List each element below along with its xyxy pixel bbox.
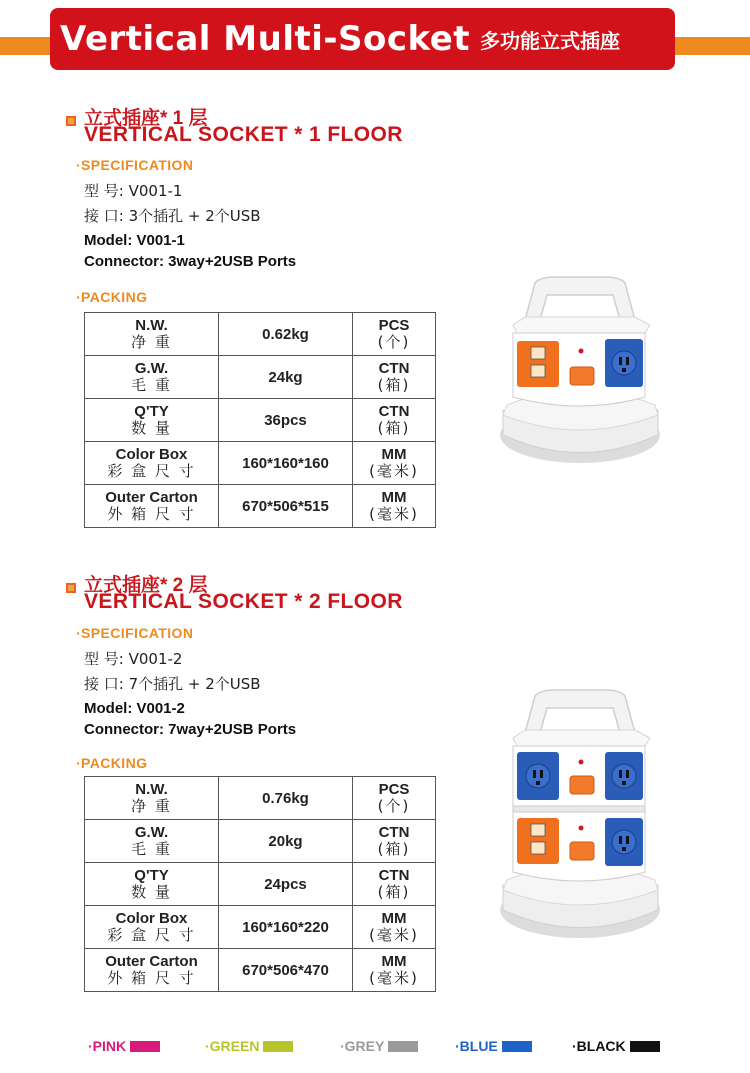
row-unit-en: MM [381,489,407,506]
section-title-en: VERTICAL SOCKET * 1 FLOOR [84,123,403,146]
color-label: ·GREY [340,1038,385,1054]
row-label-en: G.W. [134,360,169,377]
packing-table [84,776,436,992]
row-label-zh: 毛 重 [131,840,172,858]
section-title-zh: 立式插座* 2 层 [84,575,208,596]
row-label-zh: 彩 盒 尺 寸 [107,926,196,944]
row-value: 0.62kg [219,313,353,356]
model-zh: 型 号: V001-1 [84,182,183,200]
bullet-square-icon [66,583,76,593]
row-unit-en: PCS [378,317,410,334]
row-unit-zh: (箱) [377,376,411,394]
row-unit-zh: (个) [377,333,411,351]
table-row [85,356,436,399]
table-row [85,863,436,906]
row-label-zh: 数 量 [131,883,172,901]
row-unit-zh: (毫米) [369,462,419,480]
color-label: ·BLUE [455,1038,498,1054]
row-unit-zh: (箱) [377,840,411,858]
row-unit-zh: (毫米) [369,969,419,987]
connector-en: Connector: 3way+2USB Ports [84,253,297,270]
row-value: 24pcs [219,863,353,906]
row-unit-en: CTN [378,403,410,420]
row-value: 160*160*220 [219,906,353,949]
color-options [0,1038,750,1062]
packing-table [84,312,436,528]
section-title-en: VERTICAL SOCKET * 2 FLOOR [84,590,403,613]
connector-en: Connector: 7way+2USB Ports [84,721,297,738]
color-swatch [630,1041,660,1052]
row-unit-zh: (毫米) [369,926,419,944]
row-unit-en: CTN [378,824,410,841]
row-label-en: N.W. [135,317,168,334]
table-row [85,949,436,992]
socket-2-floor-image [495,688,670,943]
color-option-black [572,1038,660,1054]
row-value: 670*506*515 [219,485,353,528]
row-value: 36pcs [219,399,353,442]
row-unit-en: CTN [378,867,410,884]
row-label-zh: 数 量 [131,419,172,437]
row-label-zh: 净 重 [131,333,172,351]
row-label-en: N.W. [135,781,168,798]
color-swatch [502,1041,532,1052]
row-label-zh: 外 箱 尺 寸 [107,505,196,523]
connector-zh: 接 口: 7个插孔 + 2个USB [84,675,261,693]
table-row [85,906,436,949]
packing-label: ·PACKING [76,289,148,305]
color-label: ·PINK [88,1038,127,1054]
row-unit-zh: (毫米) [369,505,419,523]
row-label-zh: 彩 盒 尺 寸 [107,462,196,480]
table-row [85,442,436,485]
model-en: Model: V001-2 [84,700,185,717]
bullet-square-icon [66,116,76,126]
model-en: Model: V001-1 [84,232,185,249]
row-unit-en: MM [381,953,407,970]
row-label-en: Outer Carton [105,953,198,970]
connector-zh: 接 口: 3个插孔 + 2个USB [84,207,261,225]
row-label-en: Q'TY [134,403,169,420]
table-row [85,777,436,820]
color-swatch [263,1041,293,1052]
header-title-zh: 多功能立式插座 [480,28,620,53]
row-label-zh: 净 重 [131,797,172,815]
spec-label: ·SPECIFICATION [76,625,194,641]
row-unit-zh: (箱) [377,883,411,901]
spec-label: ·SPECIFICATION [76,157,194,173]
row-value: 20kg [219,820,353,863]
row-label-zh: 外 箱 尺 寸 [107,969,196,987]
socket-1-floor-image [495,275,670,470]
table-row [85,820,436,863]
color-option-blue [455,1038,532,1054]
row-value: 24kg [219,356,353,399]
row-unit-en: MM [381,446,407,463]
model-zh: 型 号: V001-2 [84,650,183,668]
color-label: ·GREEN [205,1038,260,1054]
row-unit-zh: (箱) [377,419,411,437]
color-option-green [205,1038,293,1054]
row-unit-en: MM [381,910,407,927]
color-swatch [388,1041,418,1052]
table-row [85,485,436,528]
row-label-en: Color Box [115,446,188,463]
row-label-en: G.W. [134,824,169,841]
header-title-en: Vertical Multi-Socket [60,19,470,59]
header-banner [50,8,675,70]
color-option-grey [340,1038,418,1054]
row-value: 670*506*470 [219,949,353,992]
row-label-en: Outer Carton [105,489,198,506]
row-unit-en: CTN [378,360,410,377]
table-row [85,313,436,356]
color-label: ·BLACK [572,1038,626,1054]
packing-label: ·PACKING [76,755,148,771]
row-label-en: Color Box [115,910,188,927]
row-value: 0.76kg [219,777,353,820]
color-swatch [130,1041,160,1052]
row-unit-zh: (个) [377,797,411,815]
row-value: 160*160*160 [219,442,353,485]
row-label-zh: 毛 重 [131,376,172,394]
table-row [85,399,436,442]
row-unit-en: PCS [378,781,410,798]
color-option-pink [88,1038,160,1054]
section-title-zh: 立式插座* 1 层 [84,108,208,129]
row-label-en: Q'TY [134,867,169,884]
